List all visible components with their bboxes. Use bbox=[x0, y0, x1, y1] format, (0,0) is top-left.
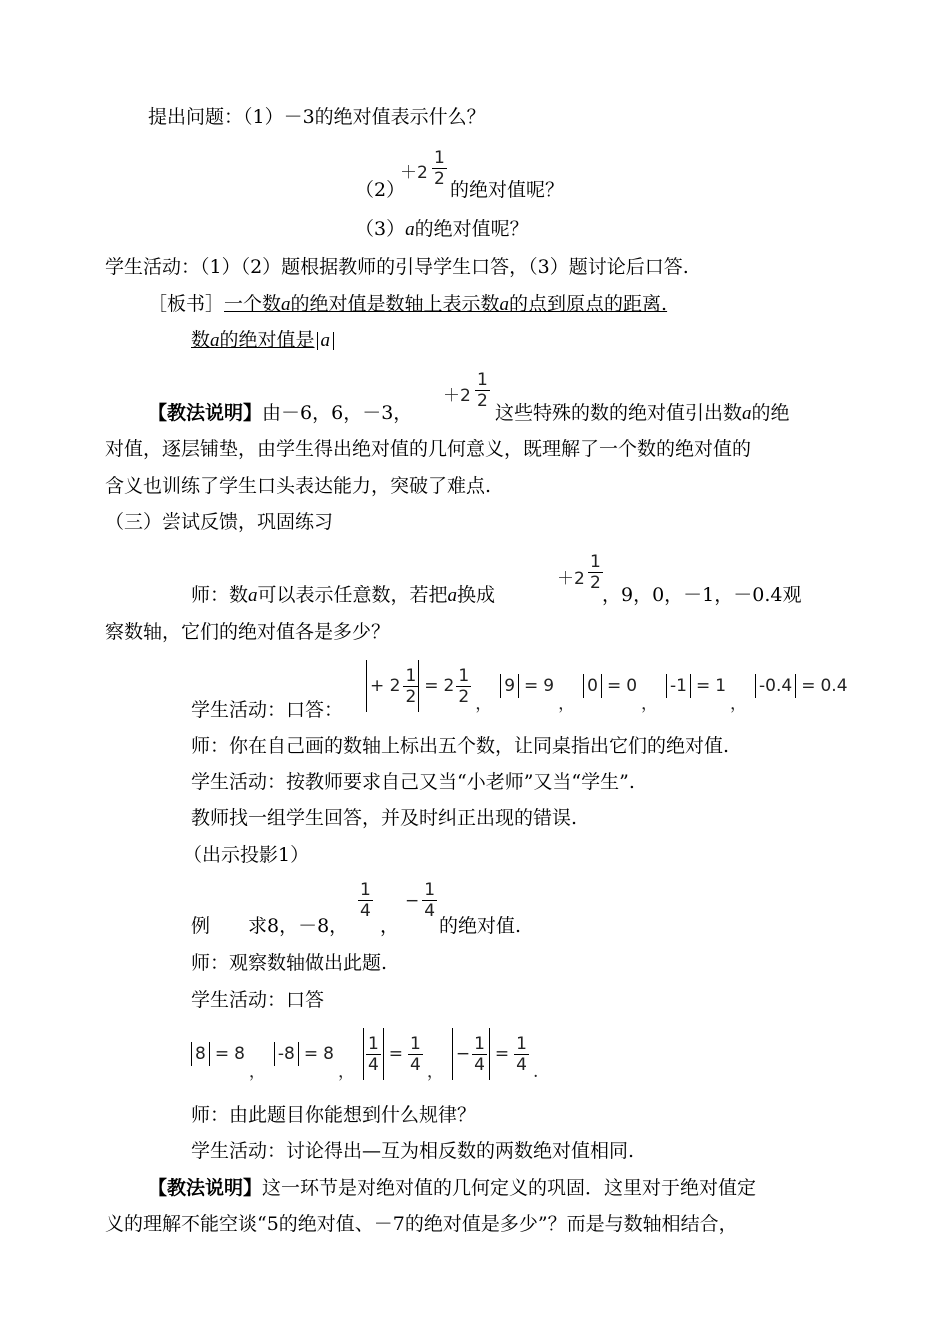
abs-bar bbox=[383, 1028, 384, 1080]
abs-bar bbox=[298, 1042, 299, 1066]
abs-bar bbox=[690, 674, 691, 698]
answer-04: 0.4 bbox=[820, 676, 848, 696]
mixed-fraction bbox=[588, 552, 603, 593]
teach1-b: 这些特殊的数的绝对值引出数 bbox=[495, 402, 743, 424]
equals-sign: = bbox=[424, 676, 439, 696]
question-intro: 提出问题：（1）－3的绝对值表示什么？ bbox=[148, 106, 486, 128]
equals-sign: = bbox=[695, 676, 711, 696]
t1-a: 师：数 bbox=[191, 584, 249, 606]
fraction-denominator: 2 bbox=[405, 686, 417, 707]
equals-sign: = bbox=[606, 676, 622, 696]
answer-two: 2 bbox=[443, 676, 455, 696]
equals-sign: = bbox=[214, 1044, 230, 1064]
teacher-line-1-values: ，9，0，－1，－0.4观 bbox=[602, 584, 802, 606]
teach-note-1b bbox=[495, 400, 790, 427]
result-m8-inner: -8 bbox=[277, 1044, 295, 1064]
teacher-line-2: 师：你在自己画的数轴上标出五个数，让同桌指出它们的绝对值. bbox=[191, 735, 730, 757]
equals-sign: = bbox=[303, 1044, 319, 1064]
fraction-numerator: 1 bbox=[516, 1033, 527, 1054]
fraction-denominator: 2 bbox=[590, 573, 601, 593]
fraction-denominator: 4 bbox=[474, 1054, 485, 1075]
variable-a: a bbox=[281, 294, 291, 315]
teacher-line-1 bbox=[191, 582, 495, 609]
board-text-2: 的绝对值是数轴上表示数 bbox=[290, 293, 500, 315]
board-abs-notation bbox=[191, 327, 334, 354]
comma: ， bbox=[641, 694, 659, 714]
teacher-line-1-cont: 察数轴，它们的绝对值各是多少？ bbox=[105, 621, 391, 643]
abs-bar bbox=[601, 674, 602, 698]
minus-sign: − bbox=[455, 1044, 471, 1064]
period: . bbox=[533, 1062, 539, 1082]
teach1-a: 由－6，6，－3， bbox=[262, 402, 413, 424]
board2-mid: 的绝对值是 bbox=[219, 329, 315, 351]
mixed-fraction bbox=[432, 148, 447, 189]
mixed-number-sign: ＋2 bbox=[557, 569, 585, 589]
projection-note: （出示投影1） bbox=[183, 844, 310, 866]
mixed-number-sign: ＋2 bbox=[400, 163, 428, 183]
answer-m1-inner: -1 bbox=[670, 676, 687, 696]
t1-b: 可以表示任意数，若把 bbox=[257, 584, 448, 606]
question-2-label: （2） bbox=[355, 179, 406, 201]
abs-bar bbox=[274, 1042, 275, 1066]
abs-bar bbox=[755, 674, 756, 698]
student-activity-1: 学生活动：（1）（2）题根据教师的引导学生口答，（3）题讨论后口答. bbox=[105, 256, 689, 278]
result-8: 8 bbox=[234, 1044, 245, 1064]
fraction-numerator: 1 bbox=[405, 665, 417, 686]
equals-sign: = bbox=[388, 1044, 404, 1064]
abs-bar bbox=[500, 674, 501, 698]
student-activity-2: 学生活动：按教师要求自己又当“小老师”又当“学生”. bbox=[191, 771, 635, 793]
fraction-denominator: 2 bbox=[477, 391, 488, 411]
abs-bar bbox=[583, 674, 584, 698]
variable-a: a bbox=[447, 585, 458, 606]
student-activity-4: 学生活动：讨论得出—互为相反数的两数绝对值相同. bbox=[191, 1140, 635, 1162]
variable-a: a bbox=[248, 585, 258, 606]
abs-answers bbox=[366, 658, 848, 714]
result-8-inner: 8 bbox=[195, 1044, 206, 1064]
board-definition bbox=[224, 293, 667, 315]
fraction-numerator: 1 bbox=[458, 665, 470, 686]
abs-bar bbox=[191, 1042, 192, 1066]
teacher-line-5: 师：由此题目你能想到什么规律？ bbox=[191, 1104, 477, 1126]
fraction-denominator: 4 bbox=[410, 1054, 421, 1075]
question-3-label: （3） bbox=[355, 218, 406, 240]
result-8: 8 bbox=[323, 1044, 334, 1064]
question-3 bbox=[355, 216, 529, 243]
teach1-c: 的绝 bbox=[751, 402, 790, 424]
fraction-neg-quarter bbox=[405, 880, 437, 921]
comma: ， bbox=[558, 694, 576, 714]
answer-1: 1 bbox=[715, 676, 727, 696]
fraction-numerator: 1 bbox=[410, 1033, 421, 1054]
fraction-numerator: 1 bbox=[360, 880, 371, 900]
answer-9-inner: 9 bbox=[504, 676, 516, 696]
variable-a: a bbox=[405, 219, 415, 240]
fraction-denominator: 4 bbox=[367, 1054, 379, 1075]
teach-note-1-line3: 含义也训练了学生口头表达能力，突破了难点. bbox=[105, 475, 492, 497]
comma: ， bbox=[337, 1062, 355, 1082]
teach-note-1-line2: 对值，逐层铺垫，由学生得出绝对值的几何意义，既理解了一个数的绝对值的 bbox=[105, 438, 752, 460]
answer-9: 9 bbox=[543, 676, 555, 696]
fraction-denominator: 4 bbox=[424, 901, 436, 921]
t1-c: 换成 bbox=[457, 584, 496, 606]
abs-a: a bbox=[317, 332, 335, 350]
question-2-suffix: 的绝对值呢？ bbox=[450, 179, 565, 201]
teach-label: 【教法说明】 bbox=[148, 1177, 263, 1199]
abs-bar bbox=[518, 674, 519, 698]
mixed-number-sign: ＋2 bbox=[443, 386, 471, 406]
abs-bar bbox=[795, 674, 796, 698]
teach-label: 【教法说明】 bbox=[148, 402, 263, 424]
variable-a: a bbox=[210, 330, 220, 351]
mixed-fraction bbox=[475, 370, 490, 411]
abs-bar bbox=[366, 660, 367, 712]
teach-note-2 bbox=[148, 1175, 756, 1201]
board2-prefix: 数 bbox=[191, 329, 211, 351]
answer-m04-inner: -0.4 bbox=[759, 676, 793, 696]
answer-0-inner: 0 bbox=[587, 676, 598, 696]
abs-bar bbox=[489, 1028, 490, 1080]
fraction-numerator: 1 bbox=[477, 370, 488, 390]
comma: ， bbox=[426, 1062, 444, 1082]
fraction-numerator: 1 bbox=[424, 880, 436, 900]
abs-results bbox=[191, 1026, 538, 1082]
teach-note-2-line2: 义的理解不能空谈“5的绝对值、－7的绝对值是多少”？而是与数轴相结合， bbox=[105, 1213, 738, 1235]
comma: ， bbox=[248, 1062, 266, 1082]
board-note bbox=[148, 291, 667, 318]
board-label: ［板书］ bbox=[148, 293, 225, 315]
teacher-line-4: 师：观察数轴做出此题. bbox=[191, 952, 388, 974]
abs-bar bbox=[418, 660, 419, 712]
fraction-numerator: 1 bbox=[590, 552, 601, 572]
fraction-denominator: 4 bbox=[516, 1054, 527, 1075]
abs-bar bbox=[666, 674, 667, 698]
example-suffix: 的绝对值. bbox=[439, 915, 522, 937]
equals-sign: = bbox=[494, 1044, 510, 1064]
abs-bar bbox=[452, 1028, 453, 1080]
abs-bar bbox=[363, 1028, 364, 1080]
teach-note-1a bbox=[148, 400, 412, 426]
variable-a: a bbox=[742, 403, 752, 424]
example-comma: ， bbox=[380, 915, 400, 937]
board-text-3: 的点到原点的距离. bbox=[509, 293, 668, 315]
comma: ， bbox=[730, 694, 748, 714]
question-3-suffix: 的绝对值呢？ bbox=[414, 218, 529, 240]
variable-a: a bbox=[499, 294, 510, 315]
teach2-a: 这一环节是对绝对值的几何定义的巩固．这里对于绝对值定 bbox=[262, 1177, 757, 1199]
fraction-numerator: 1 bbox=[367, 1033, 379, 1054]
equals-sign: = bbox=[524, 676, 539, 696]
answer-0: 0 bbox=[626, 676, 638, 696]
comma: ， bbox=[475, 694, 493, 714]
section-3-heading: （三）尝试反馈，巩固练习 bbox=[105, 511, 334, 533]
fraction-numerator: 1 bbox=[434, 148, 445, 168]
fraction-numerator: 1 bbox=[474, 1033, 485, 1054]
student-oral-prefix: 学生活动：口答： bbox=[191, 699, 344, 721]
answer-plus-two: + 2 bbox=[370, 676, 401, 696]
abs-bar bbox=[209, 1042, 210, 1066]
equals-sign: = bbox=[801, 676, 816, 696]
example-prefix: 例 求8，－8， bbox=[191, 915, 349, 937]
minus-sign: − bbox=[405, 890, 420, 911]
student-activity-3: 学生活动：口答 bbox=[191, 989, 325, 1011]
fraction-denominator: 2 bbox=[434, 169, 445, 189]
fraction-denominator: 2 bbox=[458, 686, 470, 707]
fraction-denominator: 4 bbox=[360, 901, 371, 921]
fraction-quarter bbox=[358, 880, 373, 921]
board-text-1: 一个数 bbox=[224, 293, 282, 315]
teacher-line-3: 教师找一组学生回答，并及时纠正出现的错误. bbox=[191, 807, 578, 829]
